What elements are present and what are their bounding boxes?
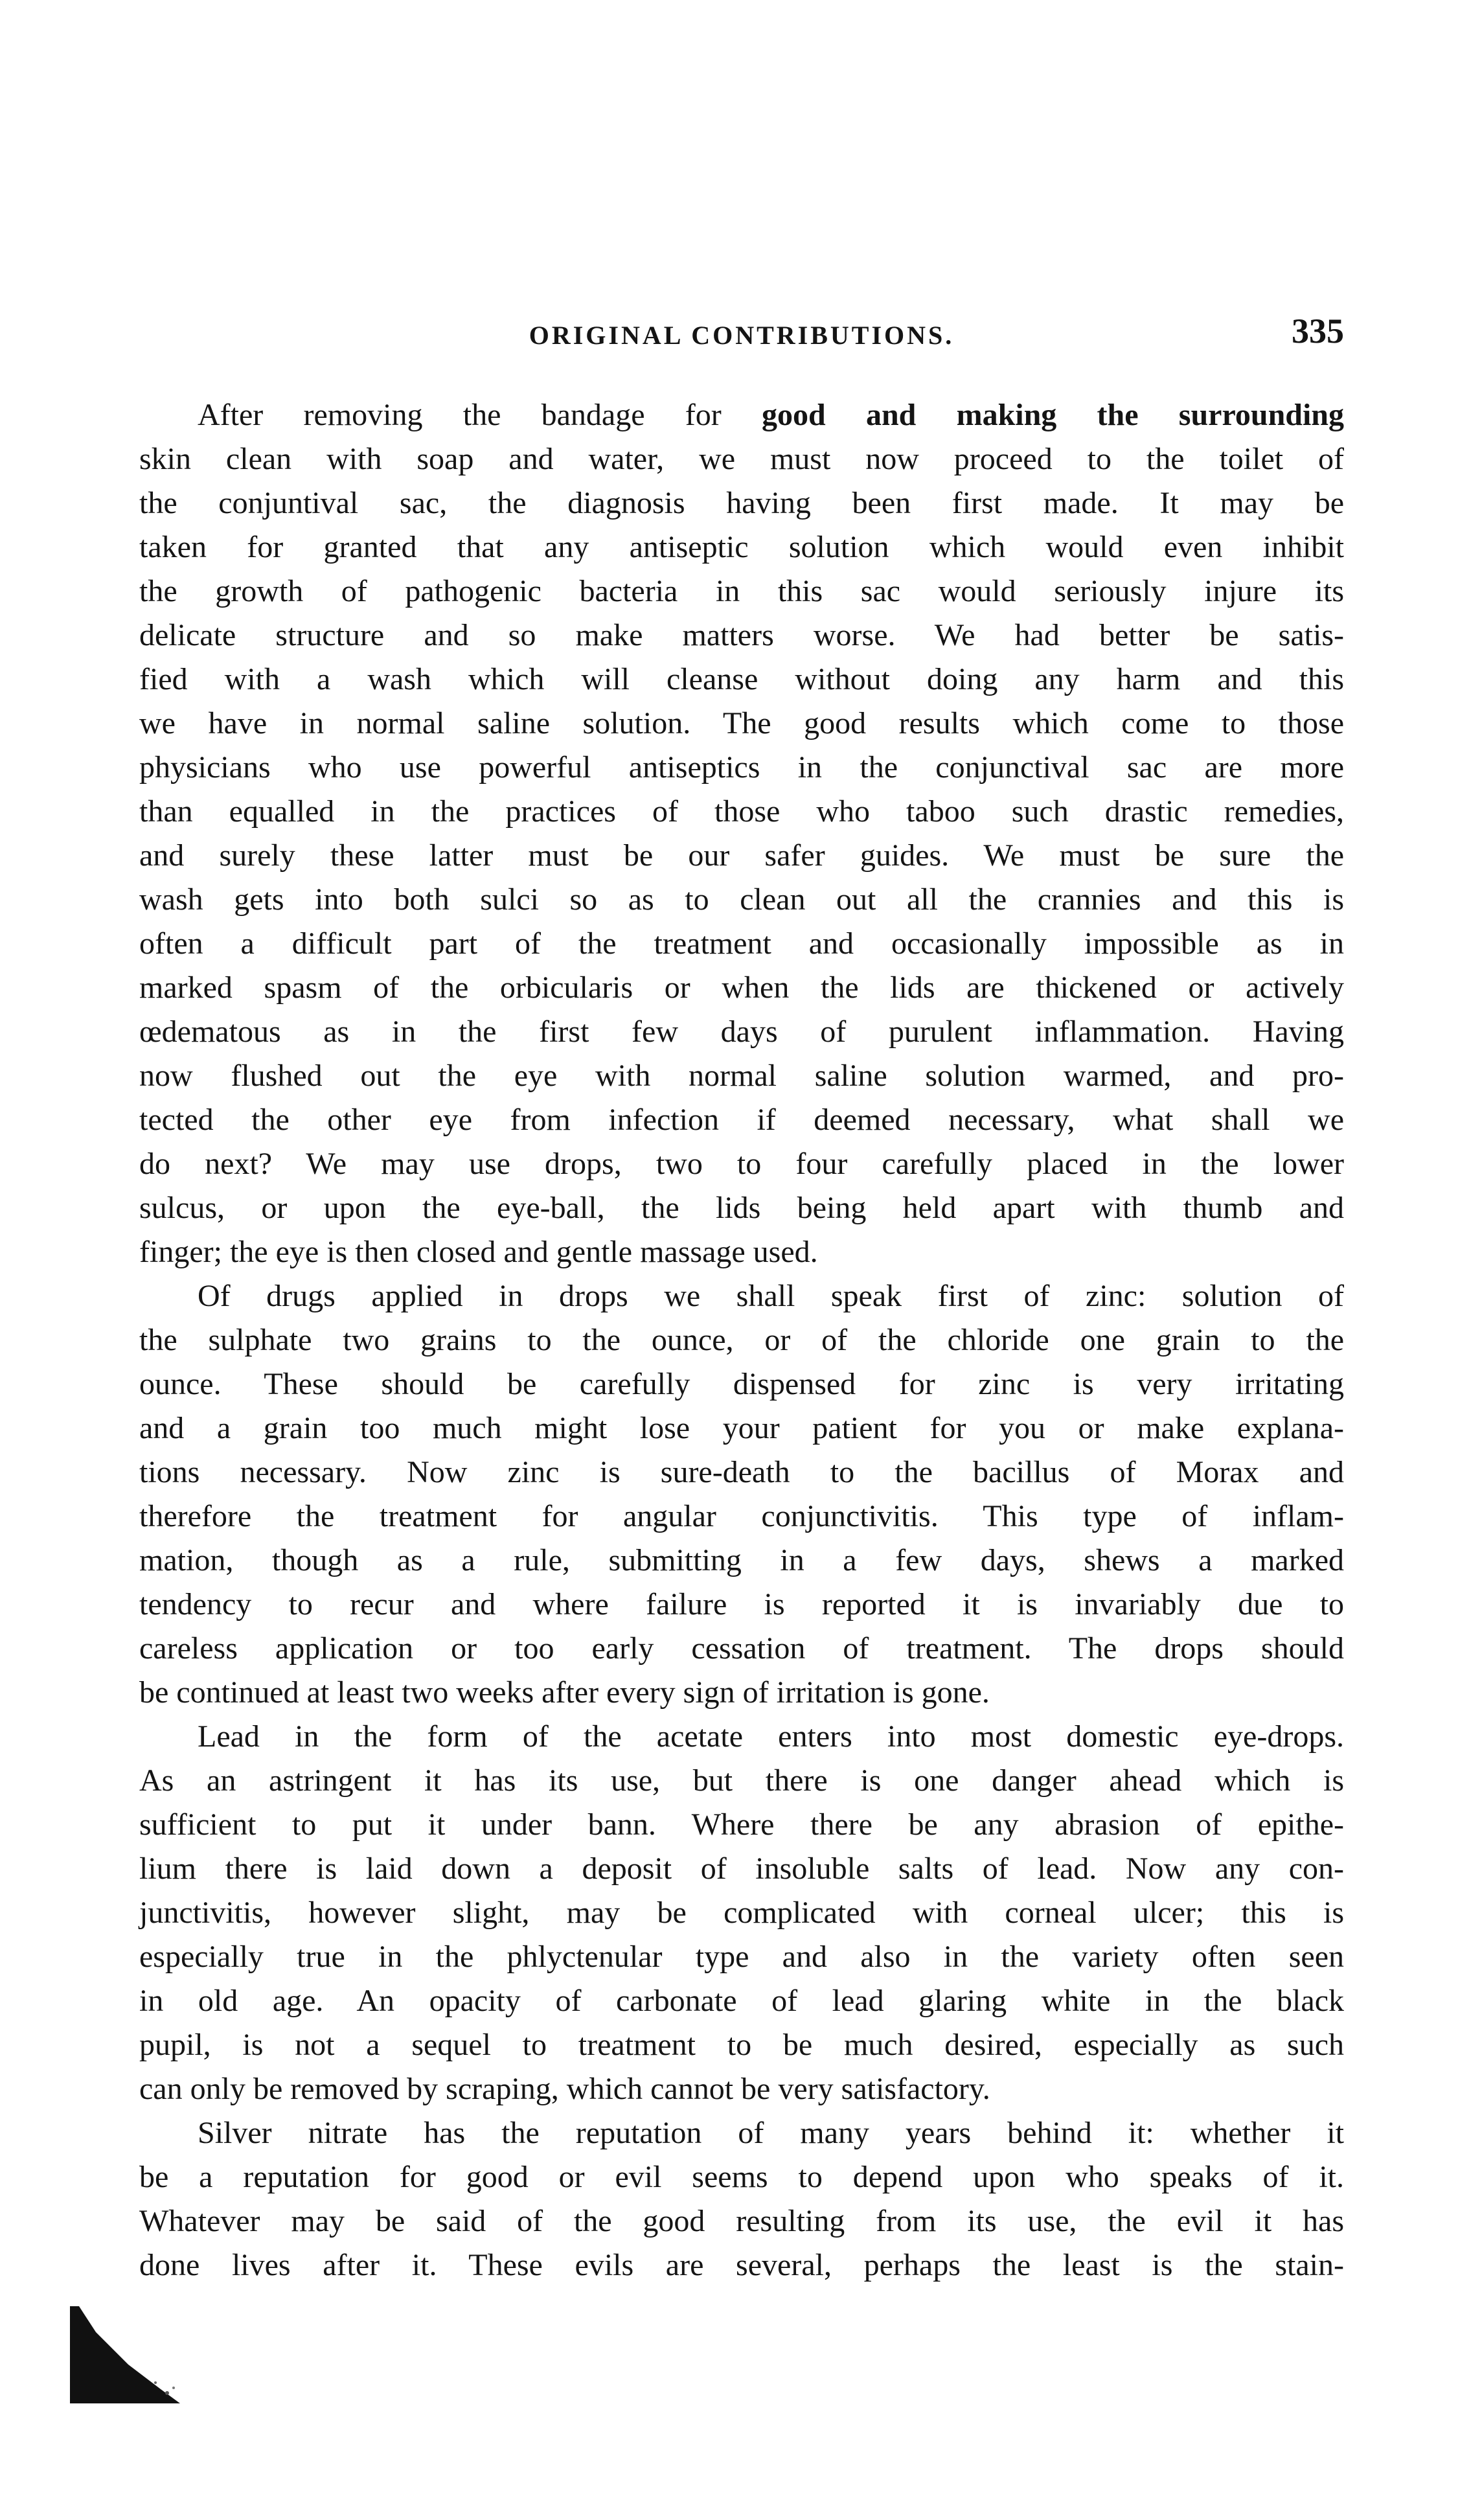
text-line: sulcus, or upon the eye-ball, the lids being held apart with thumb and <box>139 1191 1344 1225</box>
text-line: be continued at least two weeks after every sign of irritation is gone. <box>139 1675 990 1710</box>
text-line: wash gets into both sulci so as to clean out all the crannies and this is <box>139 882 1344 917</box>
text-line: be a reputation for good or evil seems to depend upon who speaks of it. <box>139 2160 1344 2194</box>
text-line: fied with a wash which will cleanse without doing any harm and this <box>139 662 1344 696</box>
text-line: ounce. These should be carefully dispensed for zinc is very irritating <box>139 1367 1344 1401</box>
text-line: we have in normal saline solution. The good results which come to those <box>139 706 1344 740</box>
text-line: the sulphate two grains to the ounce, or of the chloride one grain to the <box>139 1323 1344 1357</box>
text-line: delicate structure and so make matters worse. We had better be satis- <box>139 618 1344 652</box>
text-line: sufficient to put it under bann. Where there be any abrasion of epithe- <box>139 1807 1344 1842</box>
text-line: pupil, is not a sequel to treatment to be much desired, especially as such <box>139 2028 1344 2062</box>
text-line: finger; the eye is then closed and gentle massage used. <box>139 1235 818 1269</box>
running-title: ORIGINAL CONTRIBUTIONS. <box>529 321 955 350</box>
text-line: in old age. An opacity of carbonate of lead glaring white in the black <box>139 1984 1344 2018</box>
text-line: marked spasm of the orbicularis or when the lids are thickened or actively <box>139 970 1344 1005</box>
text-line: lium there is laid down a deposit of insoluble salts of lead. Now any con- <box>139 1851 1344 1886</box>
text-line: Lead in the form of the acetate enters into most domestic eye-drops. <box>198 1719 1344 1754</box>
bold-run: good and making the surrounding <box>762 398 1345 432</box>
text-line: and a grain too much might lose your patient for you or make explana- <box>139 1411 1344 1445</box>
text-line: taken for granted that any antiseptic solution which would even inhibit <box>139 530 1344 564</box>
text-line: tendency to recur and where failure is reported it is invariably due to <box>139 1587 1344 1621</box>
text-line: often a difficult part of the treatment and occasionally impossible as in <box>139 926 1344 961</box>
text-line: especially true in the phlyctenular type and also in the variety often seen <box>139 1940 1344 1974</box>
text-line: now flushed out the eye with normal saline solution warmed, and pro- <box>139 1059 1344 1093</box>
text-line: do next? We may use drops, two to four carefully placed in the lower <box>139 1147 1344 1181</box>
text-line: œdematous as in the first few days of purulent inflammation. Having <box>139 1014 1344 1049</box>
text-line: therefore the treatment for angular conjunctivitis. This type of inflam- <box>139 1499 1344 1533</box>
text-line: physicians who use powerful antiseptics in the conjunctival sac are more <box>139 750 1344 785</box>
scan-artifact-mark-icon <box>70 2306 180 2403</box>
running-head <box>139 311 1344 363</box>
text-line: After removing the bandage for good and making the surrounding <box>198 398 1345 432</box>
text-line: and surely these latter must be our safer guides. We must be sure the <box>139 838 1344 873</box>
text-line: than equalled in the practices of those who taboo such drastic remedies, <box>139 794 1344 829</box>
text-line: tions necessary. Now zinc is sure-death to the bacillus of Morax and <box>139 1455 1344 1489</box>
text-line: skin clean with soap and water, we must now proceed to the toilet of <box>139 442 1344 476</box>
text-line: Whatever may be said of the good resulting from its use, the evil it has <box>139 2204 1344 2238</box>
text-line: As an astringent it has its use, but there is one danger ahead which is <box>139 1763 1344 1798</box>
text-line: tected the other eye from infection if deemed necessary, what shall we <box>139 1103 1344 1137</box>
text-line: careless application or too early cessation of treatment. The drops should <box>139 1631 1344 1666</box>
text-line: the growth of pathogenic bacteria in this sac would seriously injure its <box>139 574 1344 608</box>
text-line: done lives after it. These evils are several, perhaps the least is the stain- <box>139 2248 1344 2282</box>
text-line: can only be removed by scraping, which cannot be very satisfactory. <box>139 2072 990 2106</box>
text-line: junctivitis, however slight, may be complicated with corneal ulcer; this is <box>139 1896 1344 1930</box>
page-number: 335 <box>1292 312 1344 350</box>
text-line: mation, though as a rule, submitting in a few days, shews a marked <box>139 1543 1344 1577</box>
body-text <box>139 394 1344 2337</box>
text-line: Silver nitrate has the reputation of many years behind it: whether it <box>198 2116 1344 2150</box>
text-line: the conjuntival sac, the diagnosis having been first made. It may be <box>139 486 1344 520</box>
text-line: Of drugs applied in drops we shall speak first of zinc: solution of <box>198 1279 1344 1313</box>
